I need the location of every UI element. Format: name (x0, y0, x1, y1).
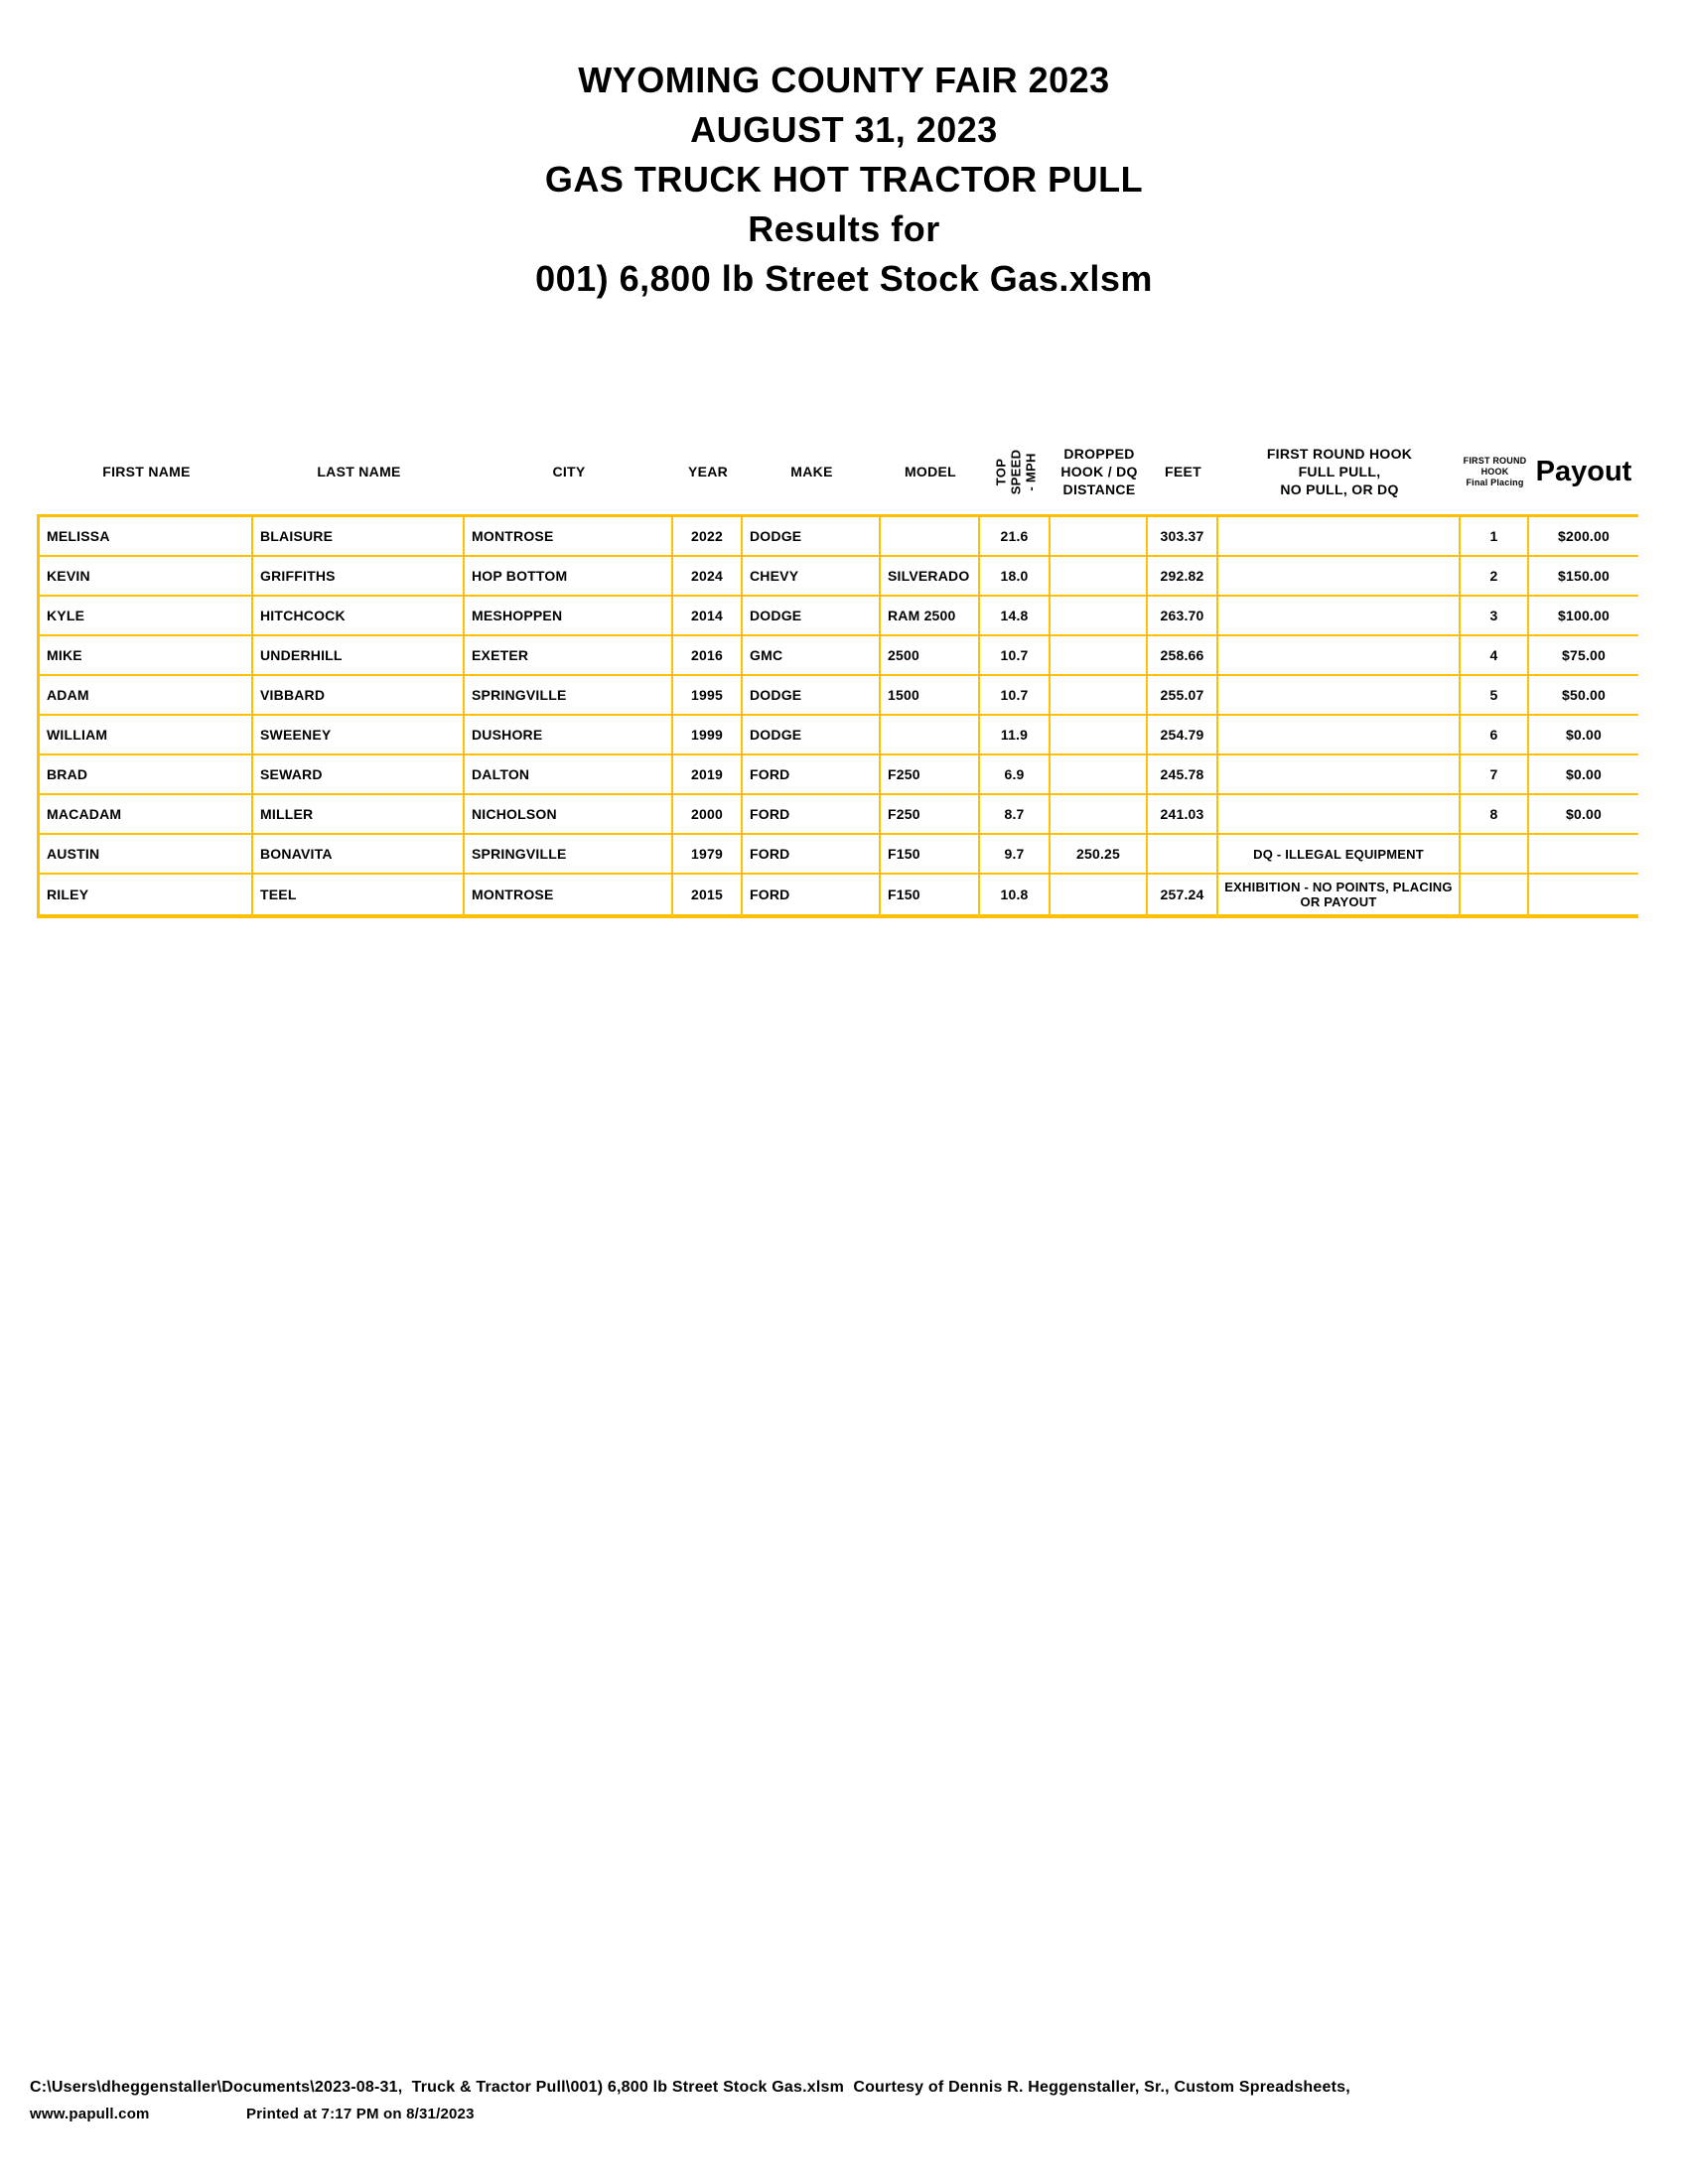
cell-make: FORD (743, 835, 881, 875)
cell-hook (1218, 636, 1461, 676)
cell-first-name: MIKE (40, 636, 253, 676)
cell-placing (1461, 875, 1529, 914)
results-table (37, 514, 1638, 918)
cell-hook (1218, 716, 1461, 755)
cell-placing: 5 (1461, 676, 1529, 716)
cell-dropped: 250.25 (1051, 835, 1148, 875)
cell-first-name: KYLE (40, 597, 253, 636)
cell-payout: $0.00 (1529, 755, 1638, 795)
cell-payout: $150.00 (1529, 557, 1638, 597)
results-file-name: 001) 6,800 lb Street Stock Gas.xlsm (535, 258, 1153, 299)
cell-placing: 2 (1461, 557, 1529, 597)
cell-year: 2022 (673, 517, 743, 557)
cell-last-name: SEWARD (253, 755, 465, 795)
results-table-header (40, 431, 1638, 512)
cell-dropped (1051, 676, 1148, 716)
cell-placing: 4 (1461, 636, 1529, 676)
cell-make: DODGE (743, 676, 881, 716)
cell-model: 1500 (881, 676, 980, 716)
cell-payout: $0.00 (1529, 716, 1638, 755)
cell-dropped (1051, 636, 1148, 676)
cell-first-name: WILLIAM (40, 716, 253, 755)
cell-payout: $200.00 (1529, 517, 1638, 557)
cell-feet: 263.70 (1148, 597, 1218, 636)
footer-website: www.papull.com (30, 2106, 150, 2122)
cell-last-name: TEEL (253, 875, 465, 914)
cell-placing: 3 (1461, 597, 1529, 636)
cell-model (881, 517, 980, 557)
cell-city: MESHOPPEN (465, 597, 673, 636)
cell-last-name: UNDERHILL (253, 636, 465, 676)
cell-first-name: KEVIN (40, 557, 253, 597)
footer-file-path: C:\Users\dheggenstaller\Documents\2023-08-31, Truck & Tractor Pull\001) 6,800 lb Street Stock Gas.xlsm Courtesy of Dennis R. Heggenstaller, Sr., Custom Spreadsheets, (30, 2079, 1350, 2096)
cell-hook (1218, 517, 1461, 557)
cell-placing: 7 (1461, 755, 1529, 795)
cell-make: GMC (743, 636, 881, 676)
event-date: AUGUST 31, 2023 (690, 109, 998, 150)
cell-top-speed: 8.7 (980, 795, 1051, 835)
cell-year: 2016 (673, 636, 743, 676)
cell-payout (1529, 835, 1638, 875)
cell-last-name: SWEENEY (253, 716, 465, 755)
cell-last-name: GRIFFITHS (253, 557, 465, 597)
event-title: WYOMING COUNTY FAIR 2023 (578, 60, 1110, 100)
col-header-city: CITY (552, 464, 586, 479)
cell-top-speed: 10.8 (980, 875, 1051, 914)
cell-year: 2014 (673, 597, 743, 636)
cell-last-name: BLAISURE (253, 517, 465, 557)
col-header-last-name: LAST NAME (317, 464, 401, 479)
cell-feet: 245.78 (1148, 755, 1218, 795)
cell-feet: 257.24 (1148, 875, 1218, 914)
cell-year: 2015 (673, 875, 743, 914)
cell-hook (1218, 755, 1461, 795)
cell-first-name: AUSTIN (40, 835, 253, 875)
col-header-model: MODEL (904, 464, 957, 479)
cell-first-name: ADAM (40, 676, 253, 716)
col-header-placing: FIRST ROUND HOOK Final Placing (1463, 455, 1527, 487)
cell-make: DODGE (743, 517, 881, 557)
cell-year: 2019 (673, 755, 743, 795)
col-header-feet: FEET (1165, 464, 1201, 479)
col-header-payout: Payout (1535, 456, 1632, 487)
cell-placing: 6 (1461, 716, 1529, 755)
col-header-year: YEAR (687, 464, 729, 479)
cell-year: 2024 (673, 557, 743, 597)
cell-top-speed: 10.7 (980, 676, 1051, 716)
cell-model (881, 716, 980, 755)
cell-model: F150 (881, 875, 980, 914)
cell-feet: 292.82 (1148, 557, 1218, 597)
cell-dropped (1051, 716, 1148, 755)
cell-dropped (1051, 517, 1148, 557)
cell-model: F150 (881, 835, 980, 875)
cell-model: RAM 2500 (881, 597, 980, 636)
cell-model: SILVERADO (881, 557, 980, 597)
cell-city: DALTON (465, 755, 673, 795)
cell-dropped (1051, 875, 1148, 914)
cell-feet: 241.03 (1148, 795, 1218, 835)
results-for-label: Results for (748, 208, 940, 249)
cell-hook (1218, 795, 1461, 835)
cell-make: FORD (743, 875, 881, 914)
cell-top-speed: 6.9 (980, 755, 1051, 795)
footer-printed-at: Printed at 7:17 PM on 8/31/2023 (246, 2106, 475, 2122)
cell-placing: 1 (1461, 517, 1529, 557)
cell-top-speed: 9.7 (980, 835, 1051, 875)
cell-top-speed: 10.7 (980, 636, 1051, 676)
cell-placing (1461, 835, 1529, 875)
cell-year: 2000 (673, 795, 743, 835)
cell-city: SPRINGVILLE (465, 835, 673, 875)
cell-city: MONTROSE (465, 875, 673, 914)
cell-city: DUSHORE (465, 716, 673, 755)
title-block (0, 56, 1688, 304)
cell-first-name: BRAD (40, 755, 253, 795)
cell-hook (1218, 676, 1461, 716)
cell-make: FORD (743, 755, 881, 795)
cell-dropped (1051, 755, 1148, 795)
cell-model: F250 (881, 755, 980, 795)
cell-model: 2500 (881, 636, 980, 676)
cell-top-speed: 21.6 (980, 517, 1051, 557)
cell-top-speed: 18.0 (980, 557, 1051, 597)
cell-payout: $75.00 (1529, 636, 1638, 676)
col-header-make: MAKE (790, 464, 833, 479)
cell-payout (1529, 875, 1638, 914)
cell-payout: $50.00 (1529, 676, 1638, 716)
cell-make: FORD (743, 795, 881, 835)
cell-hook: EXHIBITION - NO POINTS, PLACING OR PAYOUT (1218, 875, 1461, 914)
cell-city: NICHOLSON (465, 795, 673, 835)
footer-print-info (30, 2106, 475, 2122)
cell-city: EXETER (465, 636, 673, 676)
col-header-top-speed: TOP SPEED - MPH (992, 449, 1038, 494)
cell-first-name: MELISSA (40, 517, 253, 557)
cell-feet (1148, 835, 1218, 875)
cell-year: 1995 (673, 676, 743, 716)
cell-last-name: HITCHCOCK (253, 597, 465, 636)
cell-feet: 258.66 (1148, 636, 1218, 676)
cell-hook (1218, 557, 1461, 597)
cell-feet: 255.07 (1148, 676, 1218, 716)
cell-last-name: MILLER (253, 795, 465, 835)
event-class: GAS TRUCK HOT TRACTOR PULL (544, 159, 1144, 200)
col-header-first-name: FIRST NAME (102, 464, 191, 479)
cell-hook: DQ - ILLEGAL EQUIPMENT (1218, 835, 1461, 875)
cell-feet: 254.79 (1148, 716, 1218, 755)
cell-payout: $100.00 (1529, 597, 1638, 636)
cell-top-speed: 11.9 (980, 716, 1051, 755)
cell-make: CHEVY (743, 557, 881, 597)
cell-payout: $0.00 (1529, 795, 1638, 835)
cell-last-name: VIBBARD (253, 676, 465, 716)
col-header-hook: FIRST ROUND HOOK FULL PULL, NO PULL, OR DQ (1266, 446, 1413, 497)
col-header-dropped: DROPPED HOOK / DQ DISTANCE (1060, 446, 1138, 497)
cell-first-name: MACADAM (40, 795, 253, 835)
cell-first-name: RILEY (40, 875, 253, 914)
cell-hook (1218, 597, 1461, 636)
cell-dropped (1051, 557, 1148, 597)
cell-year: 1979 (673, 835, 743, 875)
cell-model: F250 (881, 795, 980, 835)
cell-dropped (1051, 597, 1148, 636)
cell-city: MONTROSE (465, 517, 673, 557)
cell-placing: 8 (1461, 795, 1529, 835)
cell-last-name: BONAVITA (253, 835, 465, 875)
cell-dropped (1051, 795, 1148, 835)
cell-city: SPRINGVILLE (465, 676, 673, 716)
cell-make: DODGE (743, 597, 881, 636)
cell-feet: 303.37 (1148, 517, 1218, 557)
cell-top-speed: 14.8 (980, 597, 1051, 636)
cell-city: HOP BOTTOM (465, 557, 673, 597)
cell-make: DODGE (743, 716, 881, 755)
cell-year: 1999 (673, 716, 743, 755)
